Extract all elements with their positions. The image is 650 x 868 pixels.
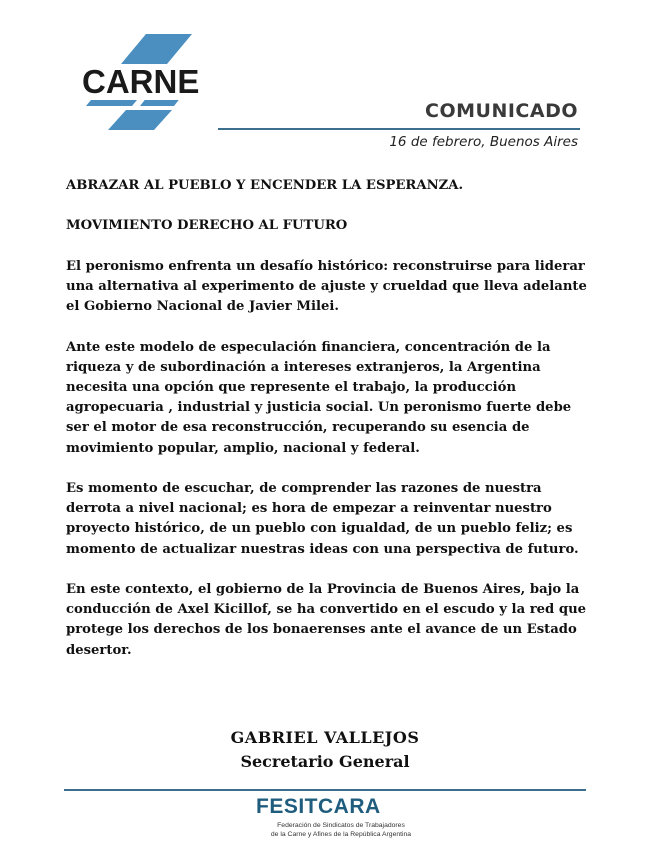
footer-org-line: Federación de Sindicatos de Trabajadores <box>277 822 405 829</box>
page-title: COMUNICADO <box>425 100 578 122</box>
paragraph: En este contexto, el gobierno de la Provincia de Buenos Aires, bajo la conducción de Axel Kicillof, se ha convertido en el escudo y la red que protege los derechos de los bonaerenses ante el avance de un Estado desertor. <box>66 581 587 658</box>
header-divider <box>218 128 580 130</box>
heading-primary: ABRAZAR AL PUEBLO Y ENCENDER LA ESPERANZA. <box>66 178 464 193</box>
heading-secondary: MOVIMIENTO DERECHO AL FUTURO <box>66 218 348 234</box>
logo-text: CARNE <box>82 63 200 100</box>
carne-logo <box>74 32 204 132</box>
footer-org-logo: FESITCARA <box>256 795 381 818</box>
signer-title: Secretario General <box>240 752 410 771</box>
footer-org-line: de la Carne y Afines de la República Argentina <box>270 830 412 838</box>
signer-name: GABRIEL VALLEJOS <box>230 728 420 747</box>
footer-org-fullname <box>256 822 426 839</box>
document-body <box>66 176 596 681</box>
paragraph: Ante este modelo de especulación financiera, concentración de la riqueza y de subordinación a intereses extranjeros, la Argentina necesita una opción que represente el trabajo, la producción agropecuaria , industrial y justicia social. Un peronismo fuerte debe ser el motor de esa reconstrucción, recuperando su esencia de movimiento popular, amplio, nacional y federal. <box>66 339 572 456</box>
paragraph: Es momento de escuchar, de comprender las razones de nuestra derrota a nivel nacional; es hora de empezar a reinventar nuestro proyecto histórico, de un pueblo con igualdad, de un pueblo feliz; es momento de actualizar nuestras ideas con una perspectiva de futuro. <box>66 480 579 557</box>
paragraph: El peronismo enfrenta un desafío histórico: reconstruirse para liderar una alternativa al experimento de ajuste y crueldad que lleva adelante el Gobierno Nacional de Javier Milei. <box>66 258 587 315</box>
footer-divider <box>64 789 586 791</box>
dateline: 16 de febrero, Buenos Aires <box>389 134 578 150</box>
